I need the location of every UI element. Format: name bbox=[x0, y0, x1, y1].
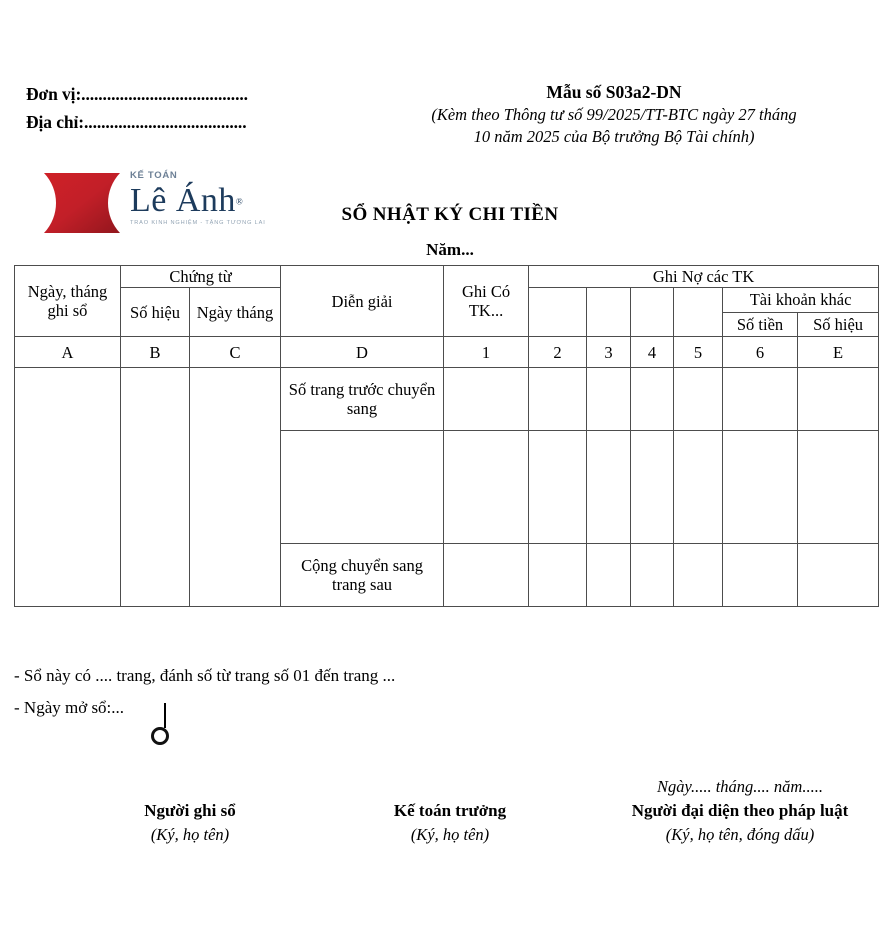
cell-debit-3[interactable] bbox=[587, 368, 631, 431]
column-code-1: 1 bbox=[444, 337, 529, 368]
cell-debit-5[interactable] bbox=[674, 368, 723, 431]
header-other-amount: Số tiền bbox=[723, 312, 798, 337]
table-row[interactable] bbox=[15, 368, 879, 431]
cell-description[interactable]: Số trang trước chuyển sang bbox=[281, 368, 444, 431]
column-code-c: C bbox=[190, 337, 281, 368]
header-credit-account: Ghi Có TK... bbox=[444, 266, 529, 337]
cell-debit-5[interactable] bbox=[674, 544, 723, 607]
logo-tagline-text: TRAO KINH NGHIỆM - TẶNG TƯƠNG LAI bbox=[130, 220, 266, 226]
cell-other-amount[interactable] bbox=[723, 368, 798, 431]
registered-mark-icon: ® bbox=[235, 196, 243, 207]
signature-block-chief-accountant bbox=[320, 799, 580, 847]
signature-hint-chief-accountant: (Ký, họ tên) bbox=[410, 825, 490, 844]
cell-voucher-date[interactable] bbox=[190, 368, 281, 607]
column-code-e: E bbox=[798, 337, 879, 368]
column-code-2: 2 bbox=[529, 337, 587, 368]
circular-reference-line-2: 10 năm 2025 của Bộ trưởng Bộ Tài chính) bbox=[473, 127, 755, 146]
table-header-row-1 bbox=[15, 266, 879, 288]
cash-disbursement-journal-table bbox=[14, 265, 879, 607]
cell-debit-4[interactable] bbox=[631, 431, 674, 544]
header-debit-blank-4 bbox=[674, 288, 723, 337]
cell-voucher-number[interactable] bbox=[121, 368, 190, 607]
logo-kicker-text: KẾ TOÁN bbox=[130, 170, 178, 181]
header-debit-group: Ghi Nợ các TK bbox=[529, 266, 879, 288]
cell-debit-4[interactable] bbox=[631, 544, 674, 607]
header-date-recorded: Ngày, tháng ghi sổ bbox=[15, 266, 121, 337]
cell-description[interactable]: Cộng chuyển sang trang sau bbox=[281, 544, 444, 607]
signature-role-recorder: Người ghi sổ bbox=[144, 801, 236, 820]
cell-other-amount[interactable] bbox=[723, 544, 798, 607]
signature-role-legal-representative: Người đại diện theo pháp luật bbox=[631, 801, 849, 820]
cell-debit-5[interactable] bbox=[674, 431, 723, 544]
document-title: SỔ NHẬT KÝ CHI TIỀN bbox=[341, 204, 559, 225]
signature-date-line: Ngày..... tháng.... năm..... bbox=[657, 777, 823, 796]
column-code-d: D bbox=[281, 337, 444, 368]
company-logo bbox=[42, 170, 272, 240]
column-code-4: 4 bbox=[631, 337, 674, 368]
header-voucher-date: Ngày tháng bbox=[190, 288, 281, 337]
header-voucher-group: Chứng từ bbox=[121, 266, 281, 288]
cell-debit-2[interactable] bbox=[529, 431, 587, 544]
signature-block-recorder bbox=[60, 799, 320, 847]
cell-other-number[interactable] bbox=[798, 368, 879, 431]
column-code-6: 6 bbox=[723, 337, 798, 368]
header-debit-blank-3 bbox=[631, 288, 674, 337]
column-code-b: B bbox=[121, 337, 190, 368]
cell-credit-account[interactable] bbox=[444, 431, 529, 544]
signature-area bbox=[0, 775, 880, 915]
logo-name-text: Lê Ánh bbox=[130, 182, 236, 219]
header-description: Diễn giải bbox=[281, 266, 444, 337]
cell-debit-2[interactable] bbox=[529, 368, 587, 431]
unit-info-block bbox=[26, 80, 346, 136]
header-other-accounts: Tài khoản khác bbox=[723, 288, 879, 313]
form-reference-block bbox=[356, 80, 872, 148]
address-label: Địa chỉ:...................................... bbox=[26, 112, 247, 132]
cell-credit-account[interactable] bbox=[444, 368, 529, 431]
ring-cursor-icon bbox=[151, 727, 169, 745]
signature-role-chief-accountant: Kế toán trưởng bbox=[393, 801, 507, 820]
cell-other-number[interactable] bbox=[798, 431, 879, 544]
table-column-code-row bbox=[15, 337, 879, 368]
document-year: Năm... bbox=[426, 240, 474, 259]
header-voucher-number: Số hiệu bbox=[121, 288, 190, 337]
text-caret-icon bbox=[164, 703, 166, 728]
cell-other-amount[interactable] bbox=[723, 431, 798, 544]
column-code-3: 3 bbox=[587, 337, 631, 368]
signature-block-legal-representative bbox=[600, 775, 880, 847]
cell-debit-2[interactable] bbox=[529, 544, 587, 607]
cell-debit-3[interactable] bbox=[587, 544, 631, 607]
column-code-5: 5 bbox=[674, 337, 723, 368]
logo-bowtie-icon bbox=[42, 172, 122, 234]
cell-date-recorded[interactable] bbox=[15, 368, 121, 607]
signature-hint-legal-representative: (Ký, họ tên, đóng dấu) bbox=[665, 825, 815, 844]
signature-hint-recorder: (Ký, họ tên) bbox=[150, 825, 230, 844]
cell-other-number[interactable] bbox=[798, 544, 879, 607]
header-debit-blank-1 bbox=[529, 288, 587, 337]
note-opening-date[interactable]: - Ngày mở sổ:... bbox=[14, 698, 125, 717]
cell-description[interactable] bbox=[281, 431, 444, 544]
form-code: Mẫu số S03a2-DN bbox=[546, 82, 682, 102]
header-other-number: Số hiệu bbox=[798, 312, 879, 337]
circular-reference-line-1: (Kèm theo Thông tư số 99/2025/TT-BTC ngày 27 tháng bbox=[431, 105, 797, 124]
cell-credit-account[interactable] bbox=[444, 544, 529, 607]
note-page-count: - Sổ này có .... trang, đánh số từ trang số 01 đến trang ... bbox=[14, 666, 396, 685]
cell-debit-4[interactable] bbox=[631, 368, 674, 431]
column-code-a: A bbox=[15, 337, 121, 368]
cell-debit-3[interactable] bbox=[587, 431, 631, 544]
footer-notes bbox=[14, 660, 714, 724]
header-debit-blank-2 bbox=[587, 288, 631, 337]
organization-label: Đơn vị:....................................... bbox=[26, 84, 248, 104]
